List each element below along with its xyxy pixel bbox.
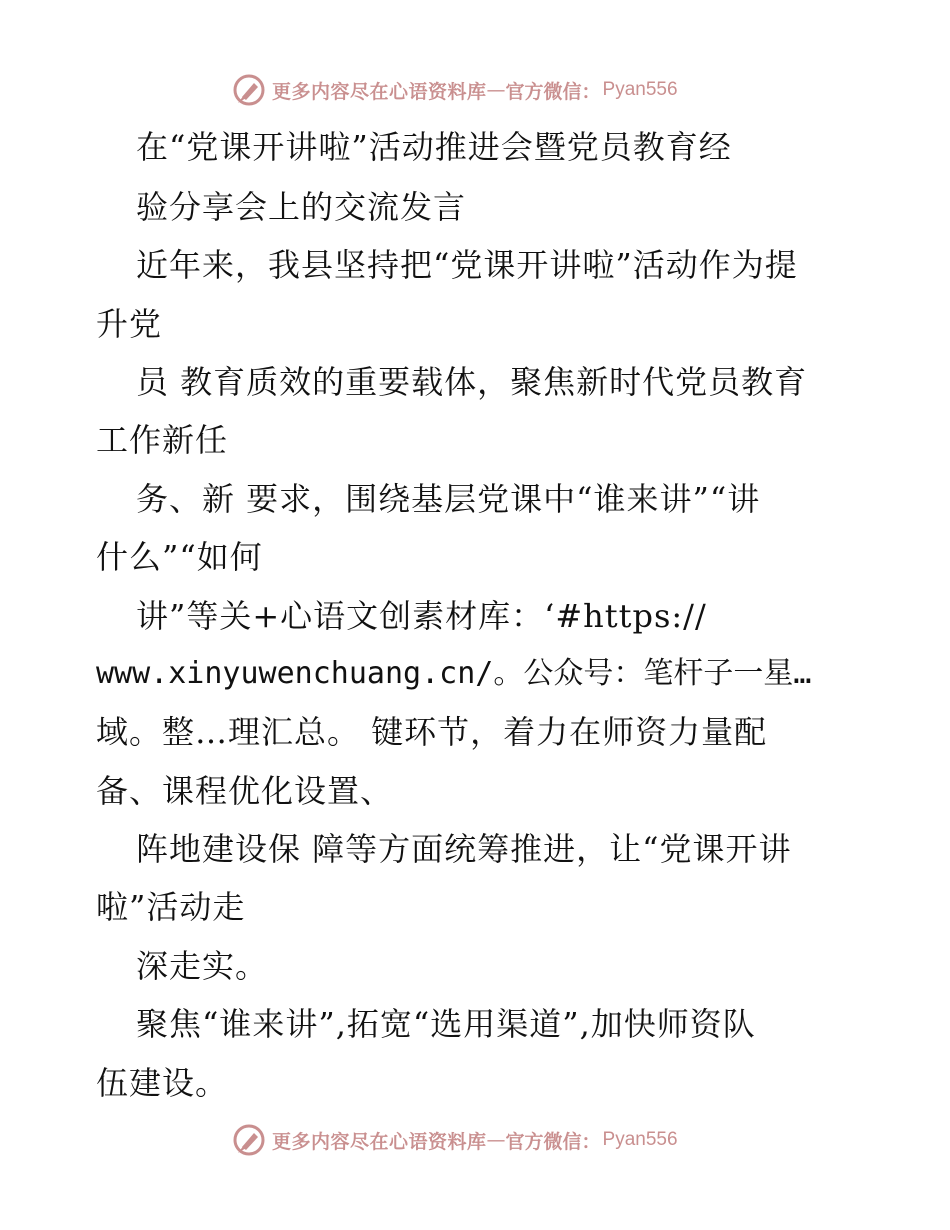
text-line: 深走实。 [136, 947, 269, 985]
text-line: 验分享会上的交流发言 [136, 188, 467, 226]
text-line: 域。整…理汇总。 键环节，着力在师资力量配 [96, 713, 768, 751]
text-line: 务、新 要求，围绕基层党课中“谁来讲”“讲 [136, 480, 761, 518]
pen-nib-logo-icon [232, 1123, 266, 1157]
text-line: 讲”等关+心语文创素材库：‘#https:// [136, 597, 707, 635]
text-line: 升党 [96, 305, 163, 343]
text-line: 啦”活动走 [96, 888, 246, 926]
banner-main-text: 更多内容尽在心语资料库 [272, 80, 487, 103]
text-line: 在“党课开讲啦”活动推进会暨党员教育经 [136, 128, 732, 166]
text-line: 近年来，我县坚持把“党课开讲啦”活动作为提 [136, 246, 798, 284]
text-line: 伍建设。 [96, 1064, 229, 1102]
footer-banner [232, 1120, 712, 1160]
text-line: 阵地建设保 障等方面统筹推进，让“党课开讲 [136, 830, 792, 868]
banner-wechat-id: Pyan556 [602, 1129, 678, 1150]
banner-separator: — [486, 1129, 506, 1151]
banner-wechat-id: Pyan556 [602, 79, 678, 100]
banner-separator: — [486, 79, 506, 101]
banner-wechat-label: 官方微信： [505, 80, 601, 103]
header-banner [232, 70, 712, 110]
text-line: www.xinyuwenchuang.cn/。公众号：笔杆子一星… [96, 656, 812, 691]
text-line: 员 教育质效的重要载体，聚焦新时代党员教育 [136, 363, 808, 401]
banner-wechat-label: 官方微信： [505, 1130, 601, 1153]
text-line: 工作新任 [96, 421, 229, 459]
text-line: 备、课程优化设置、 [96, 772, 394, 810]
pen-nib-logo-icon [232, 73, 266, 107]
text-line: 什么”“如何 [96, 538, 263, 576]
text-line: 聚焦“谁来讲”,拓宽“选用渠道”,加快师资队 [136, 1005, 756, 1043]
banner-main-text: 更多内容尽在心语资料库 [272, 1130, 487, 1153]
